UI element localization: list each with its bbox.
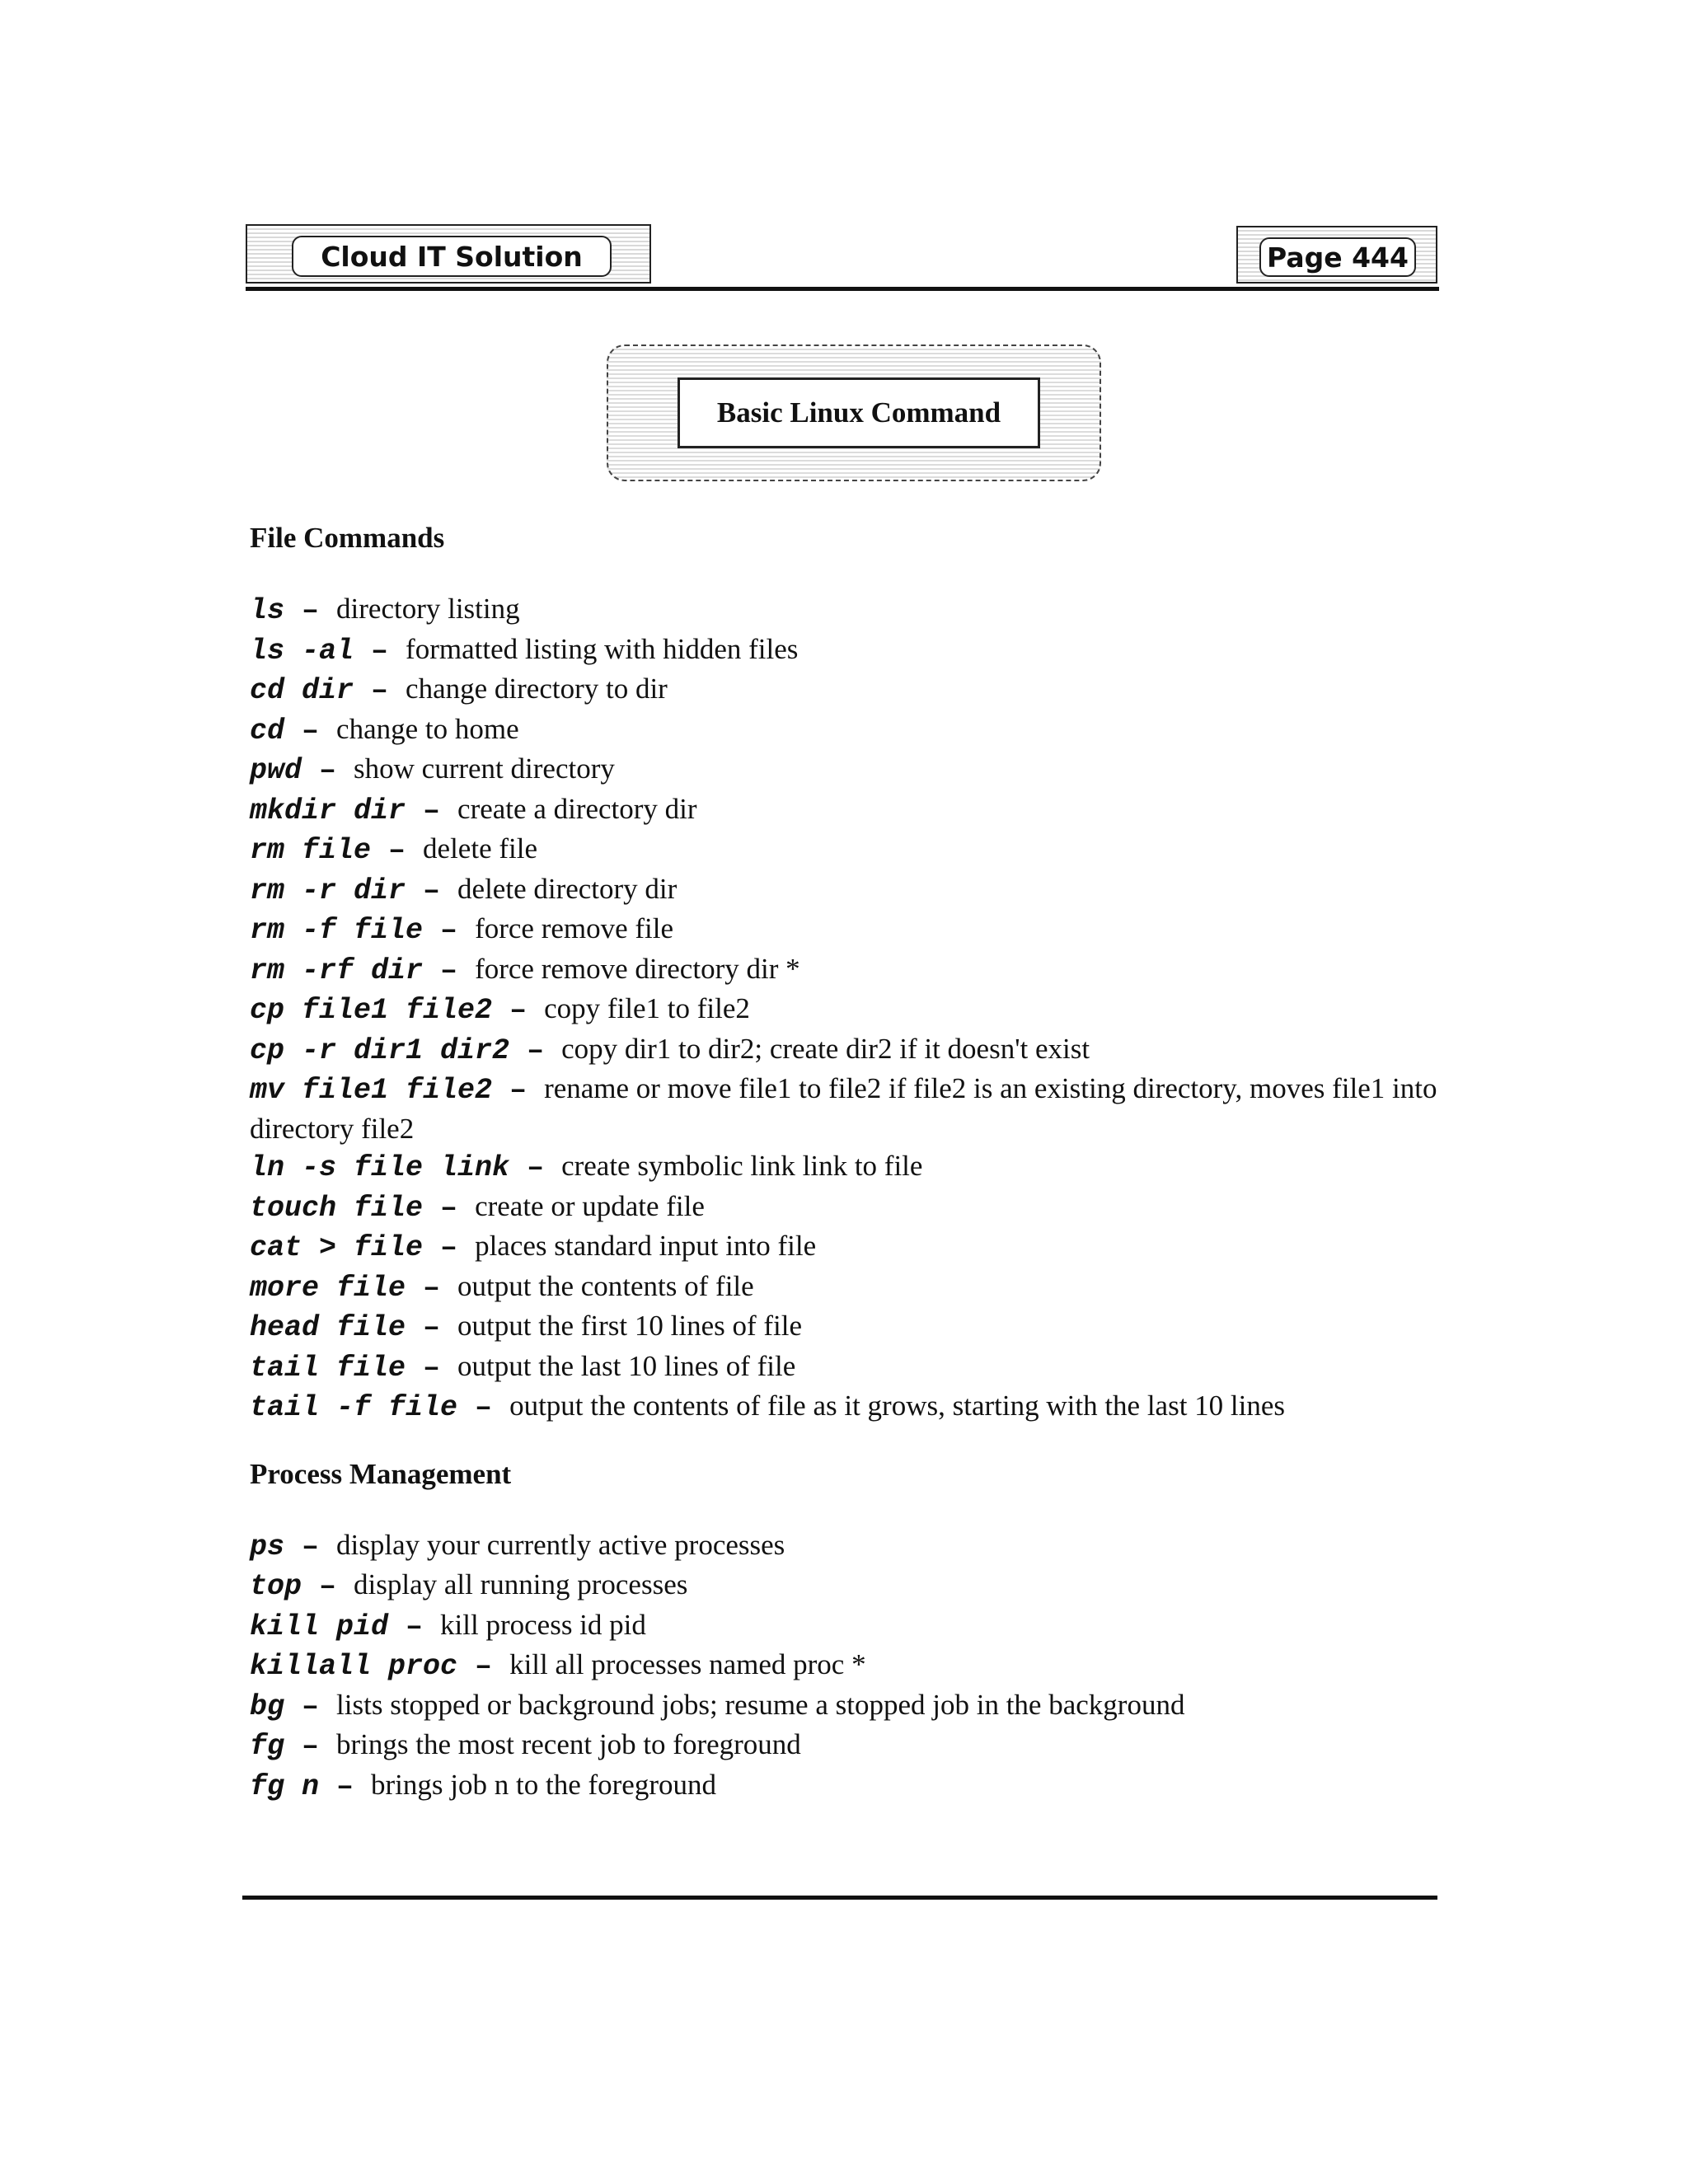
command-dash: –: [509, 1033, 562, 1067]
section-heading-process-management: Process Management: [250, 1457, 512, 1490]
command-dash: –: [423, 1231, 476, 1264]
section-heading-file-commands: File Commands: [250, 522, 445, 554]
document-body: [250, 519, 1445, 1806]
command-syntax: fg: [250, 1730, 285, 1763]
command-description: create a directory dir: [457, 792, 697, 825]
command-description: kill process id pid: [440, 1608, 646, 1641]
command-row: [250, 870, 1445, 911]
command-dash: –: [284, 1530, 337, 1563]
command-row: [250, 910, 1445, 950]
command-row: [250, 990, 1445, 1030]
command-row: [250, 1347, 1445, 1388]
command-dash: –: [457, 1650, 510, 1683]
command-syntax: ps: [250, 1530, 285, 1563]
command-row: [250, 1227, 1445, 1268]
command-description: display all running processes: [354, 1568, 688, 1601]
footer-divider: [242, 1896, 1437, 1900]
command-dash: –: [423, 954, 476, 987]
command-row: [250, 1686, 1445, 1727]
page-title: Basic Linux Command: [678, 377, 1040, 448]
command-dash: –: [457, 1391, 510, 1424]
header-divider: [246, 287, 1439, 291]
command-syntax: tail file: [250, 1351, 406, 1385]
command-dash: –: [284, 1690, 337, 1723]
command-row: [250, 1188, 1445, 1228]
command-row: [250, 630, 1445, 671]
command-syntax: fg n: [250, 1769, 320, 1803]
command-dash: –: [284, 1730, 337, 1763]
command-dash: –: [406, 794, 458, 827]
command-description: create or update file: [475, 1189, 705, 1222]
command-syntax: rm -f file: [250, 914, 424, 947]
command-description: delete file: [423, 832, 537, 865]
command-row: [250, 830, 1445, 870]
command-row: [250, 1307, 1445, 1347]
command-syntax: killall proc: [250, 1650, 458, 1683]
command-description: create symbolic link link to file: [561, 1150, 923, 1182]
command-syntax: more file: [250, 1271, 406, 1305]
command-row: [250, 750, 1445, 790]
command-dash: –: [492, 994, 545, 1027]
command-dash: –: [406, 1271, 458, 1305]
header-page-box: [1236, 226, 1437, 284]
command-row: [250, 1646, 1445, 1686]
command-syntax: head file: [250, 1311, 406, 1344]
file-commands-list: [250, 590, 1445, 1427]
command-description: copy dir1 to dir2; create dir2 if it doesn't exist: [561, 1032, 1090, 1065]
command-syntax: top: [250, 1570, 302, 1603]
title-frame: [607, 344, 1101, 481]
command-syntax: rm -rf dir: [250, 954, 424, 987]
command-row: [250, 1030, 1445, 1071]
command-description: brings job n to the foreground: [371, 1768, 716, 1801]
command-row: [250, 950, 1445, 991]
command-description: output the last 10 lines of file: [457, 1349, 796, 1382]
command-description: formatted listing with hidden files: [406, 632, 799, 665]
command-dash: –: [406, 1311, 458, 1344]
command-syntax: cd dir: [250, 674, 354, 707]
command-row: [250, 670, 1445, 710]
command-syntax: pwd: [250, 754, 302, 787]
process-commands-list: [250, 1526, 1445, 1807]
command-description: directory listing: [336, 593, 520, 625]
command-row: [250, 1387, 1445, 1427]
command-syntax: ln -s file link: [250, 1151, 510, 1184]
header-brand-box: [246, 224, 651, 284]
command-dash: –: [492, 1074, 545, 1107]
command-syntax: cat > file: [250, 1231, 424, 1264]
command-description: change directory to dir: [406, 673, 668, 705]
command-row: [250, 790, 1445, 831]
command-syntax: mv file1 file2: [250, 1074, 493, 1107]
command-description: rename or move file1 to file2 if file2 is an existing directory, moves file1 into directory file2: [250, 1072, 1437, 1145]
command-row: [250, 1606, 1445, 1647]
command-row: [250, 1147, 1445, 1188]
command-dash: –: [284, 714, 337, 748]
header-brand-label: Cloud IT Solution: [292, 236, 612, 277]
header-page-number: Page 444: [1259, 237, 1416, 277]
command-syntax: rm -r dir: [250, 874, 406, 907]
command-syntax: touch file: [250, 1191, 424, 1225]
command-syntax: bg: [250, 1690, 285, 1723]
command-dash: –: [302, 1570, 354, 1603]
command-description: kill all processes named proc *: [509, 1648, 866, 1680]
command-row: [250, 710, 1445, 751]
command-dash: –: [388, 1610, 441, 1643]
command-row: [250, 1526, 1445, 1567]
command-syntax: ls -al: [250, 634, 354, 668]
command-description: places standard input into file: [475, 1230, 817, 1262]
command-dash: –: [354, 674, 406, 707]
command-syntax: tail -f file: [250, 1391, 458, 1424]
command-syntax: ls: [250, 594, 285, 627]
command-dash: –: [354, 634, 406, 668]
command-dash: –: [423, 914, 476, 947]
section-spacer: [250, 1498, 1445, 1526]
command-row: [250, 1766, 1445, 1807]
command-description: force remove directory dir *: [475, 952, 800, 985]
command-syntax: kill pid: [250, 1610, 389, 1643]
command-dash: –: [406, 1351, 458, 1385]
command-description: output the contents of file: [457, 1269, 754, 1302]
command-row: [250, 1726, 1445, 1766]
command-syntax: mkdir dir: [250, 794, 406, 827]
command-dash: –: [284, 594, 337, 627]
command-syntax: cp -r dir1 dir2: [250, 1033, 510, 1067]
command-dash: –: [302, 754, 354, 787]
command-row: [250, 1268, 1445, 1308]
command-syntax: cd: [250, 714, 285, 748]
command-description: force remove file: [475, 912, 674, 944]
command-syntax: cp file1 file2: [250, 994, 493, 1027]
command-row: [250, 1070, 1445, 1147]
command-syntax: rm file: [250, 834, 372, 867]
command-dash: –: [371, 834, 424, 867]
command-description: output the contents of file as it grows, starting with the last 10 lines: [509, 1390, 1286, 1422]
command-description: output the first 10 lines of file: [457, 1310, 803, 1342]
command-row: [250, 1566, 1445, 1606]
section-spacer: [250, 562, 1445, 590]
command-description: delete directory dir: [457, 872, 678, 905]
command-description: lists stopped or background jobs; resume a stopped job in the background: [336, 1688, 1185, 1721]
command-row: [250, 590, 1445, 630]
command-description: change to home: [336, 712, 519, 745]
command-dash: –: [423, 1191, 476, 1225]
command-description: copy file1 to file2: [544, 992, 750, 1024]
command-description: show current directory: [354, 752, 615, 785]
command-dash: –: [406, 874, 458, 907]
command-description: brings the most recent job to foreground: [336, 1728, 801, 1760]
command-dash: –: [509, 1151, 562, 1184]
command-description: display your currently active processes: [336, 1528, 785, 1561]
section-spacer: [250, 1427, 1445, 1455]
command-dash: –: [319, 1769, 372, 1803]
